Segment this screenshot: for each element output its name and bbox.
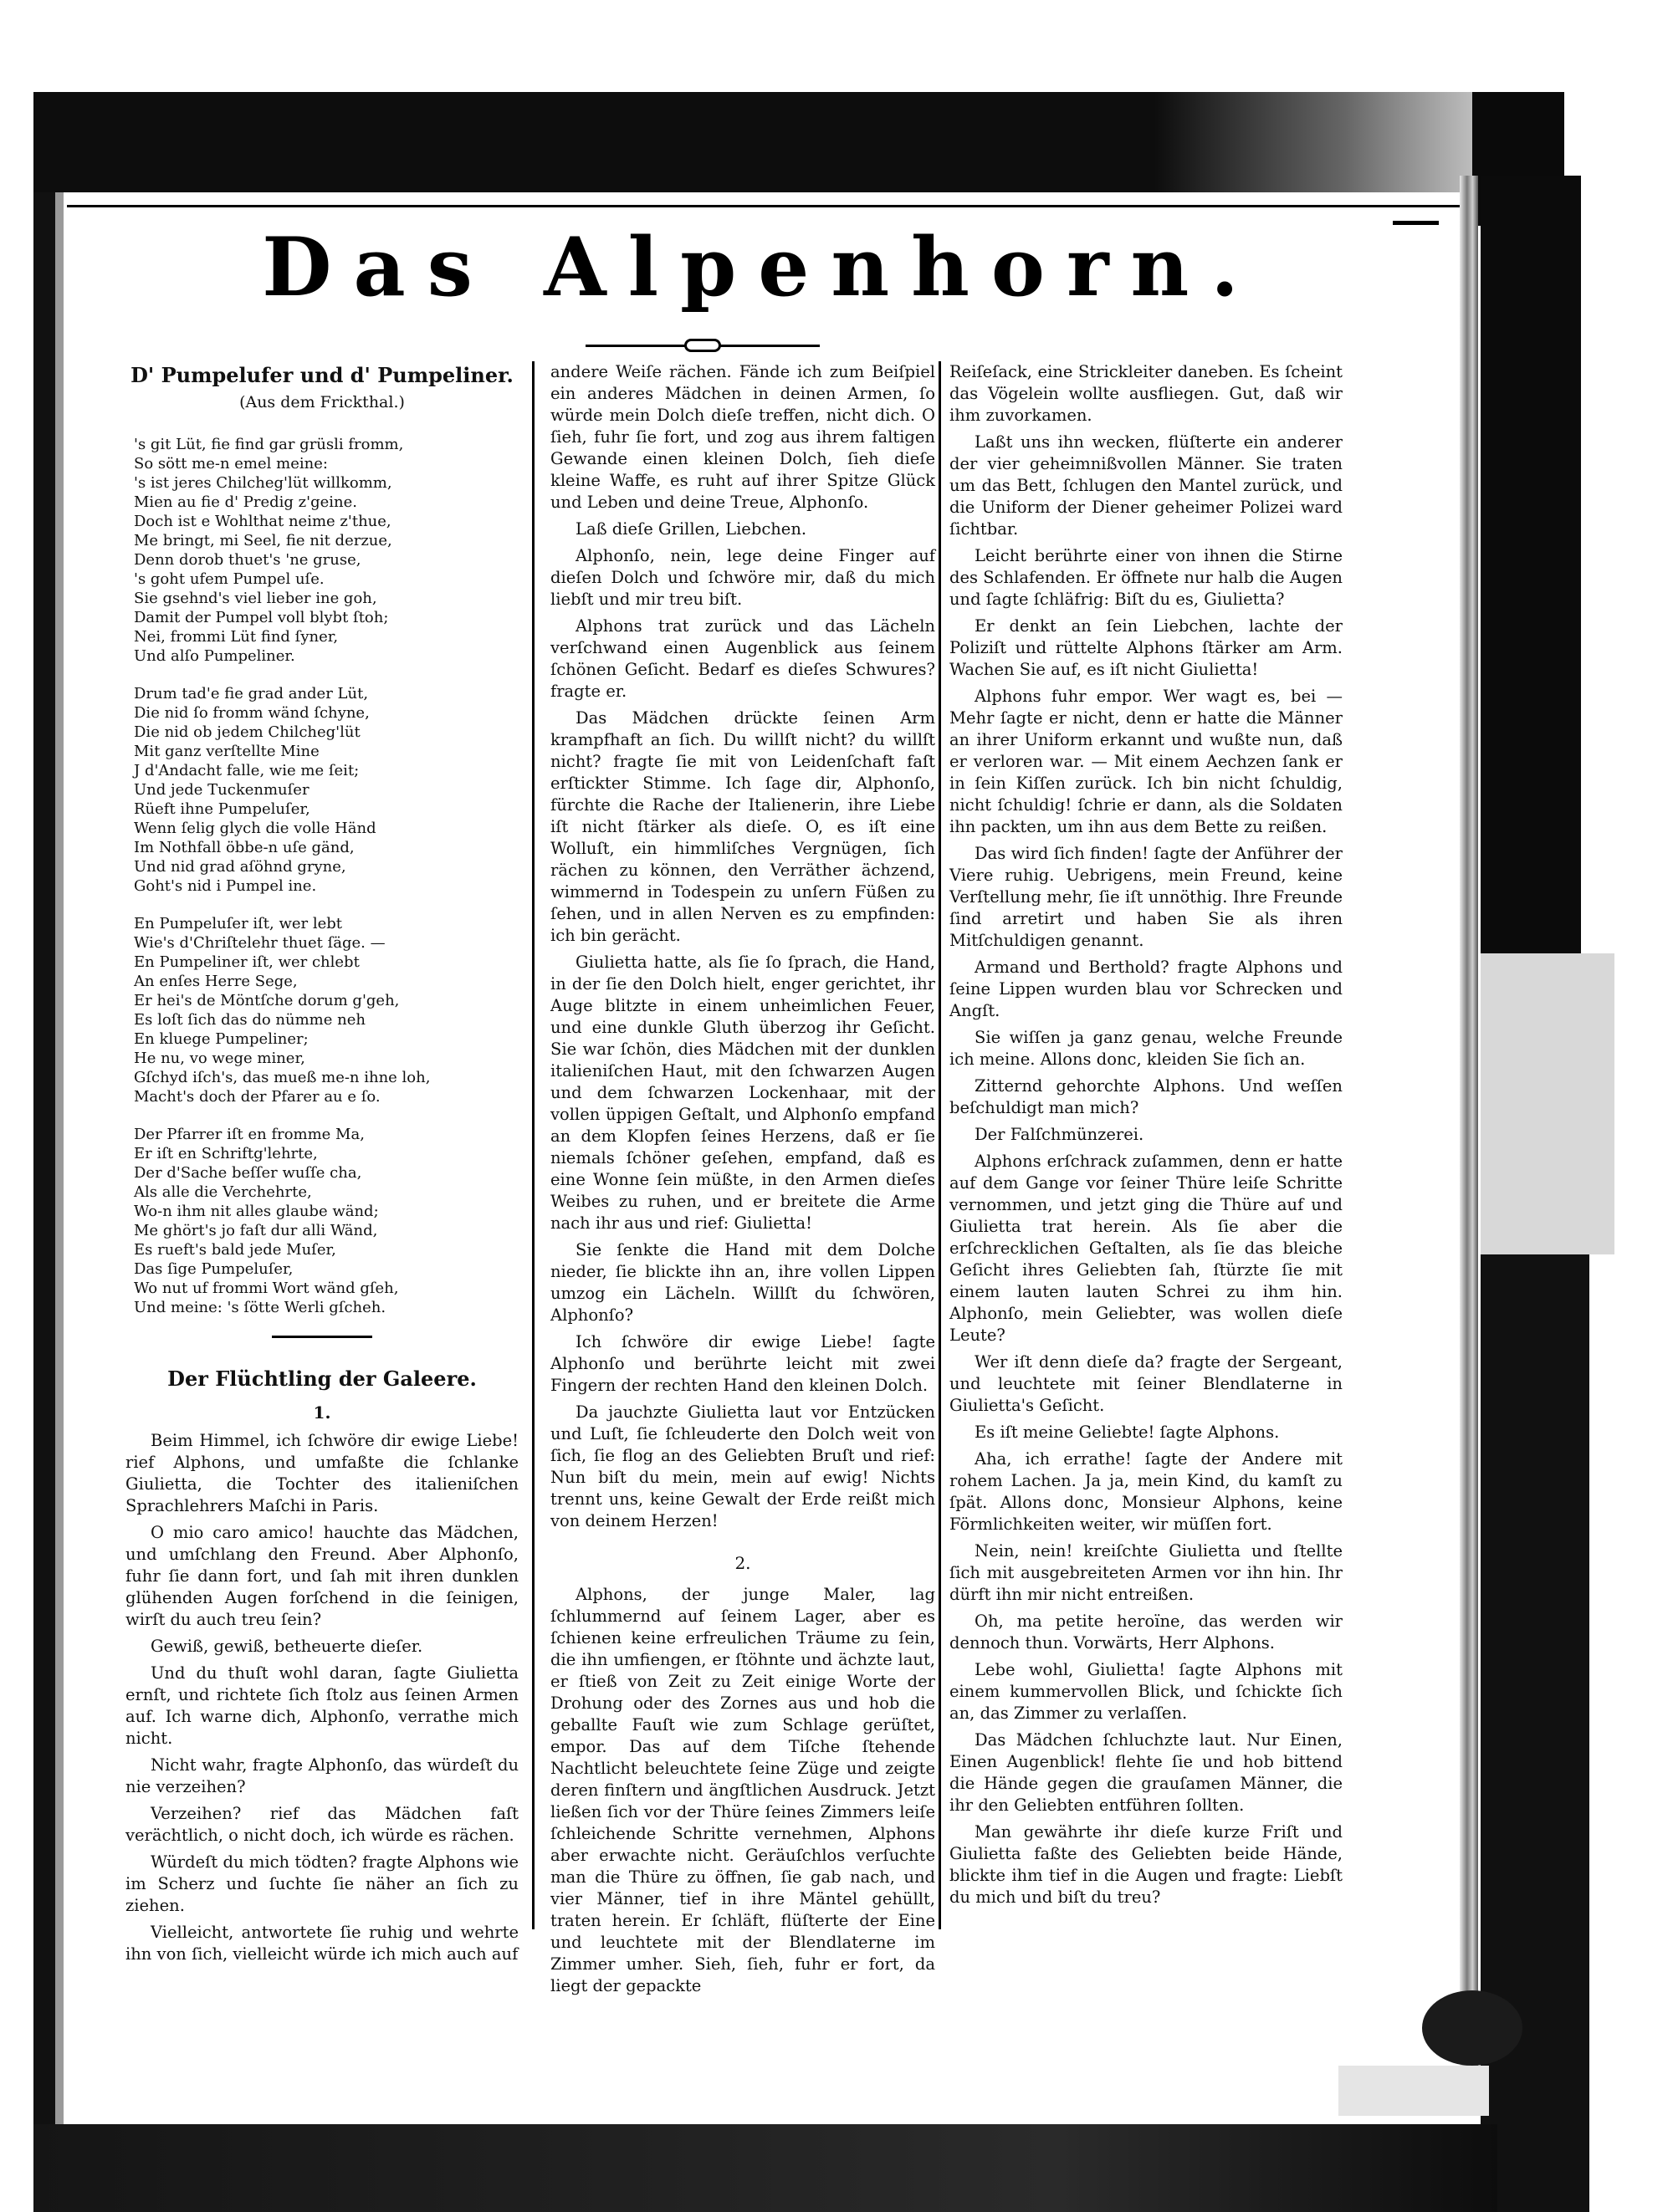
story-title: Der Flüchtling der Galeere. xyxy=(167,1367,477,1391)
story-paragraph: Der Falſchmünzerei. xyxy=(975,1125,1144,1144)
poem-line: Me bringt, mi Seel, fie nit derzue, xyxy=(134,532,392,549)
story-paragraph: Leicht berührte einer von ihnen die Stirne des Schlafenden. Er öffnete nur halb die Augen und ſagte ſchläfrig: Biſt du es, Giulietta? xyxy=(949,546,1343,609)
poem-stanza-4 xyxy=(125,1125,519,1317)
story-paragraph: Alphonſo, nein, lege deine Finger auf dieſen Dolch und ſchwöre mir, daß du mich liebſt und mir treu biſt. xyxy=(550,546,935,609)
poem-stanza-3 xyxy=(125,914,519,1106)
story-paragraph: Wer iſt denn dieſe da? fragte der Sergeant, und leuchtete mit ſeiner Blendlaterne in Giulietta's Geſicht. xyxy=(949,1352,1343,1415)
column-2 xyxy=(550,361,935,2002)
story-paragraph: Alphons fuhr empor. Wer wagt es, bei — Mehr ſagte er nicht, denn er hatte die Männer an ihrer Uniform erkannt und wußte nun, daß er verloren war. — Mit einem Aechzen ſank er in ſein Kiſſen zurück. Ich bin nicht ſchuldig, nicht ſchuldig! ſchrie er dann, als die Soldaten ihn packten, um ihn aus dem Bette zu reißen. xyxy=(949,687,1343,836)
margin-mark xyxy=(1393,221,1439,225)
story-paragraph: Nein, nein! kreiſchte Giulietta und ſtellte ſich mit ausgebreiteten Armen vor ihn hin. Ihr dürft ihn mir nicht entreißen. xyxy=(949,1541,1343,1604)
poem-stanza-1 xyxy=(125,435,519,666)
story-paragraph: Man gewährte ihr dieſe kurze Friſt und Giulietta faßte des Geliebten beide Hände, blickte ihm tief in die Augen und fragte: Liebſt du mich und biſt du treu? xyxy=(949,1822,1343,1907)
poem-line: Die nid ſo fromm wänd ſchyne, xyxy=(134,704,370,722)
poem-line: Und jede Tuckenmuſer xyxy=(134,781,310,799)
poem-line: Und nid grad aſöhnd gryne, xyxy=(134,858,346,876)
story-paragraph: Er denkt an ſein Liebchen, lachte der Poliziſt und rüttelte Alphons ſtärker am Arm. Wachen Sie auf, es iſt nicht Giulietta! xyxy=(949,616,1343,679)
poem-line: Das ſige Pumpeluſer, xyxy=(134,1260,294,1278)
story-paragraph: Sie ſenkte die Hand mit dem Dolche nieder, ſie blickte ihn an, ihre vollen Lippen umzog ein Lächeln. Willſt du ſchwören, Alphonſo? xyxy=(550,1240,935,1325)
poem-line: Er iſt en Schriftg'lehrte, xyxy=(134,1145,318,1162)
part-number-1: 1. xyxy=(313,1402,331,1423)
story-paragraph: Und du thuſt wohl daran, ſagte Giulietta ernſt, und richtete ſich ſtolz aus ſeinen Armen auf. Ich warne dich, Alphonſo, verrathe mich nicht. xyxy=(125,1663,519,1748)
poem-line: Gſchyd iſch's, das mueß me-n ihne loh, xyxy=(134,1069,431,1086)
poem-line: Die nid ob jedem Chilcheg'lüt xyxy=(134,723,361,741)
poem-line: Er hei's de Möntſche dorum g'geh, xyxy=(134,992,400,1009)
poem-line: Und meine: 's ſötte Werli gſcheh. xyxy=(134,1299,386,1316)
story-paragraph: Das Mädchen drückte ſeinen Arm krampfhaft an ſich. Du willſt nicht? du willſt nicht? fragte ſie mit von Leidenſchaft faſt erſtickter Stimme. Ich ſage dir, Alphonſo, fürchte die Rache der Italienerin, ihre Liebe iſt nicht ſtärker als dieſe. O, es iſt eine Wolluſt, ein himmliſches Vergnügen, ſich rächen zu können, den Verräther ächzend, wimmernd in Todespein zu unſern Füßen zu ſehen, und in allen Nerven es zu empfinden: ich bin gerächt. xyxy=(550,708,935,945)
story-paragraph: Laß dieſe Grillen, Liebchen. xyxy=(576,519,807,539)
column-separator-1 xyxy=(532,361,535,1929)
poem-line: Wie's d'Chriſtelehr thuet ſäge. — xyxy=(134,934,386,952)
column-3 xyxy=(949,361,1343,1913)
story-paragraph: Oh, ma petite heroïne, das werden wir dennoch thun. Vorwärts, Herr Alphons. xyxy=(949,1612,1343,1653)
poem-line: Denn dorob thuet's 'ne gruse, xyxy=(134,551,361,569)
poem-line: Drum tad'e fie grad ander Lüt, xyxy=(134,685,369,702)
column-separator-2 xyxy=(939,361,941,1929)
story-paragraph: Laßt uns ihn wecken, flüſterte ein anderer der vier geheimnißvollen Männer. Sie traten um das Bett, ſchlugen den Mantel zurück, und die Uniform der Diener geheimer Polizei ward ſichtbar. xyxy=(949,432,1343,539)
page-top-edge xyxy=(67,205,1460,207)
poem-subtitle: (Aus dem Frickthal.) xyxy=(239,393,405,411)
poem-line: So sött me-n emel meine: xyxy=(134,455,328,473)
story-paragraph: Alphons, der junge Maler, lag ſchlummernd auf ſeinem Lager, aber es ſchienen keine erfreulichen Träume zu ſein, die ihn umfiengen, er ſtöhnte und ächzte laut, er ſtieß von Zeit zu Zeit einige Worte der Drohung oder des Zornes aus und hob die geballte Fauſt wie zum Schlage gerüſtet, empor. Das auf dem Tiſche ſtehende Nachtlicht beleuchtete ſeine Züge und zeigte deren finſtern und ängſtlichen Ausdruck. Jetzt ließen ſich vor der Thüre ſeines Zimmers leiſe ſchleichende Schritte vernehmen, Alphons aber erwachte nicht. Geräuſchlos verſuchte man die Thüre zu öffnen, ſie gab nach, und vier Männer, tief in ihre Mäntel gehüllt, traten herein. Er ſchläft, flüſterte der Eine und leuchtete mit der Blendlaterne im Zimmer umher. Sieh, ſieh, fuhr er fort, da liegt der gepackte xyxy=(550,1585,935,1995)
story-paragraph: Sie wiſſen ja ganz genau, welche Freunde ich meine. Allons donc, kleiden Sie ſich an. xyxy=(949,1028,1343,1069)
story-paragraph: O mio caro amico! hauchte das Mädchen, und umſchlang den Freund. Aber Alphonſo, fuhr ſie dann fort, und ſah mit ihren dunklen glühenden Augen forſchend in die ſeinigen, wirſt du auch treu ſein? xyxy=(125,1523,519,1629)
scan-shadow-right-lower xyxy=(1481,1254,1589,2212)
story-paragraph: Würdeſt du mich tödten? fragte Alphons wie im Scherz und ſuchte ſie näher an ſich zu ziehen. xyxy=(125,1852,519,1915)
story-paragraph: Verzeihen? rief das Mädchen faſt verächtlich, o nicht doch, ich würde es rächen. xyxy=(125,1804,519,1845)
poem-line: Rüeft ihne Pumpeluſer, xyxy=(134,800,310,818)
poem-line: He nu, vo wege miner, xyxy=(134,1050,305,1067)
poem-line: Doch ist e Wohlthat neime z'thue, xyxy=(134,513,391,530)
story-paragraph: Alphons trat zurück und das Lächeln verſchwand einen Augenblick aus ſeinem ſchönen Geſicht. Bedarf es dieſes Schwures? fragte er. xyxy=(550,616,935,701)
poem-line: Me ghört's jo faſt dur alli Wänd, xyxy=(134,1222,378,1239)
story-paragraph: Nicht wahr, fragte Alphonſo, das würdeſt du nie verzeihen? xyxy=(125,1755,519,1796)
poem-line: Der d'Sache beſſer wuſſe cha, xyxy=(134,1164,362,1182)
story-paragraph: Ich ſchwöre dir ewige Liebe! ſagte Alphonſo und berührte leicht mit zwei Fingern der rechten Hand den kleinen Dolch. xyxy=(550,1332,935,1395)
poem-line: Und alſo Pumpeliner. xyxy=(134,647,295,665)
story-paragraph: Vielleicht, antwortete ſie ruhig und wehrte ihn von ſich, vielleicht würde ich mich auch auf xyxy=(125,1923,519,1964)
poem-line: Nei, frommi Lüt find ſyner, xyxy=(134,628,339,646)
poem-line: J d'Andacht falle, wie me ſeit; xyxy=(134,762,360,779)
story-paragraph: andere Weiſe rächen. Fände ich zum Beiſpiel ein anderes Mädchen in deinen Armen, ſo würde mein Dolch dieſe treffen, nicht dich. O ſieh, fuhr ſie fort, und zog aus ihrem faltigen Gewande einen kleinen Dolch, ſieh dieſe kleine Waffe, es ruht auf ihrer Spitze Glück und Leben und deine Treue, Alphonſo. xyxy=(550,362,935,512)
column-1 xyxy=(125,361,519,1970)
poem-line: Es rueft's bald jede Muſer, xyxy=(134,1241,336,1259)
scan-shadow-top-fade xyxy=(1154,92,1472,192)
poem-stanza-2 xyxy=(125,684,519,896)
poem-line: Sie gsehnd's viel lieber ine goh, xyxy=(134,590,377,607)
section-divider xyxy=(272,1336,372,1338)
poem-line: En Pumpeliner iſt, wer chlebt xyxy=(134,953,360,971)
poem-line: Goht's nid i Pumpel ine. xyxy=(134,877,317,895)
scan-shadow-left xyxy=(33,192,55,2208)
poem-line: 's git Lüt, fie find gar grüsli fromm, xyxy=(134,436,404,453)
poem-line: Wo nut uf frommi Wort wänd gſeh, xyxy=(134,1280,399,1297)
masthead-ornament xyxy=(586,339,820,352)
story-paragraph: Lebe wohl, Giulietta! ſagte Alphons mit einem kummervollen Blick, und ſchickte ſich an, das Zimmer zu verlaſſen. xyxy=(949,1660,1343,1723)
ornament-knot xyxy=(684,339,721,352)
poem-line: Der Pfarrer iſt en fromme Ma, xyxy=(134,1126,365,1143)
scan-spot xyxy=(1422,1990,1522,2066)
poem-line: En Pumpeluſer iſt, wer lebt xyxy=(134,915,343,932)
poem-line: Wenn ſelig glych die volle Händ xyxy=(134,820,376,837)
story-paragraph: Das wird ſich finden! ſagte der Anführer der Viere ruhig. Uebrigens, mein Freund, keine Verſtellung mehr, ſie iſt unnöthig. Ihre Freunde ſind arretirt und haben Sie als ihren Mitſchuldigen genannt. xyxy=(949,844,1343,950)
story-paragraph: Armand und Berthold? fragte Alphons und ſeine Lippen wurden blau vor Schrecken und Angſt. xyxy=(949,958,1343,1020)
story-paragraph: Da jauchzte Giulietta laut vor Entzücken und Luſt, ſie ſchleuderte den Dolch weit von ſich, ſie flog an des Geliebten Bruſt und rief: Nun biſt du mein, mein auf ewig! Nichts trennt uns, keine Gewalt der Erde reißt mich von deinem Herzen! xyxy=(550,1402,935,1530)
poem-line: En kluege Pumpeliner; xyxy=(134,1030,309,1048)
poem-line: Wo-n ihm nit alles glaube wänd; xyxy=(134,1203,379,1220)
scan-shadow-left-inner xyxy=(55,192,64,2208)
poem-line: Es loſt ſich das do nümme neh xyxy=(134,1011,366,1029)
story-paragraph: Das Mädchen ſchluchzte laut. Nur Einen, Einen Augenblick! flehte ſie und hob bittend die Hände gegen die grauſamen Männer, die ihr den Geliebten entführen ſollten. xyxy=(949,1730,1343,1815)
poem-line: Im Nothfall öbbe-n uſe gänd, xyxy=(134,839,355,856)
story-paragraph: Gewiß, gewiß, betheuerte dieſer. xyxy=(151,1637,423,1656)
poem-line: An enſes Herre Sege, xyxy=(134,973,298,990)
story-paragraph: Zitternd gehorchte Alphons. Und weſſen beſchuldigt man mich? xyxy=(949,1076,1343,1117)
poem-line: Macht's doch der Pfarer au e ſo. xyxy=(134,1088,381,1106)
poem-line: 's goht ufem Pumpel uſe. xyxy=(134,570,325,588)
poem-line: Als alle die Verchehrte, xyxy=(134,1183,312,1201)
poem-line: Mien au fie d' Predig z'geine. xyxy=(134,493,357,511)
story-paragraph: Reiſeſack, eine Strickleiter daneben. Es ſcheint das Vögelein wollte ausfliegen. Gut, daß wir ihm zuvorkamen. xyxy=(949,362,1343,425)
part-number-2: 2. xyxy=(734,1553,751,1573)
story-paragraph: Beim Himmel, ich ſchwöre dir ewige Liebe! rief Alphons, und umfaßte die ſchlanke Giulietta, die Tochter des italieniſchen Sprachlehrers Maſchi in Paris. xyxy=(125,1431,519,1515)
poem-line: Mit ganz verſtellte Mine xyxy=(134,743,320,760)
page-corner xyxy=(1338,2066,1489,2116)
poem-line: Damit der Pumpel voll blybt ſtoh; xyxy=(134,609,389,626)
poem-title: D' Pumpelufer und d' Pumpeliner. xyxy=(130,363,514,387)
poem-line: 's ist jeres Chilcheg'lüt willkomm, xyxy=(134,474,392,492)
book-page-edge xyxy=(1460,176,1478,2099)
story-paragraph: Alphons erſchrack zuſammen, denn er hatte auf dem Gange vor ſeiner Thüre leiſe Schritte vernommen, und jetzt ging die Thüre auf und Giulietta trat herein. Als ſie aber die erſchrecklichen Geſtalten, als ſie das bleiche Geſicht ihres Geliebten ſah, ſtürzte ſie mit einem lauten lauten Schrei zu ihm hin. Alphonſo, mein Geliebter, was wollen dieſe Leute? xyxy=(949,1152,1343,1345)
story-paragraph: Giulietta hatte, als ſie ſo ſprach, die Hand, in der ſie den Dolch hielt, enger gerichtet, ihr Auge blitzte in einem unheimlichen Feuer, und eine dunkle Gluth überzog ihr Geſicht. Sie war ſchön, dies Mädchen mit der dunklen italieniſchen Haut, mit den ſchwarzen Augen und dem ſchwarzen Lockenhaar, mit der vollen üppigen Geſtalt, und Alphonſo empfand an dem Klopfen ſeines Herzens, daß er ſie niemals ſchöner geſehen, empfand, daß es eine Wonne ſein müßte, in den Armen dieſes Weibes zu ruhen, und er breitete die Arme nach ihr aus und rief: Giulietta! xyxy=(550,953,935,1233)
story-paragraph: Es iſt meine Geliebte! ſagte Alphons. xyxy=(975,1423,1280,1442)
scan-shadow-bottom xyxy=(33,2124,1497,2212)
story-paragraph: Aha, ich errathe! ſagte der Andere mit rohem Lachen. Ja ja, mein Kind, du kamſt zu ſpät. Allons donc, Monsieur Alphons, keine Förmlichkeiten weiter, wir müſſen fort. xyxy=(949,1449,1343,1534)
scan-highlight-right xyxy=(1481,953,1614,1254)
newspaper-masthead: Das Alpenhorn. xyxy=(262,220,1261,314)
